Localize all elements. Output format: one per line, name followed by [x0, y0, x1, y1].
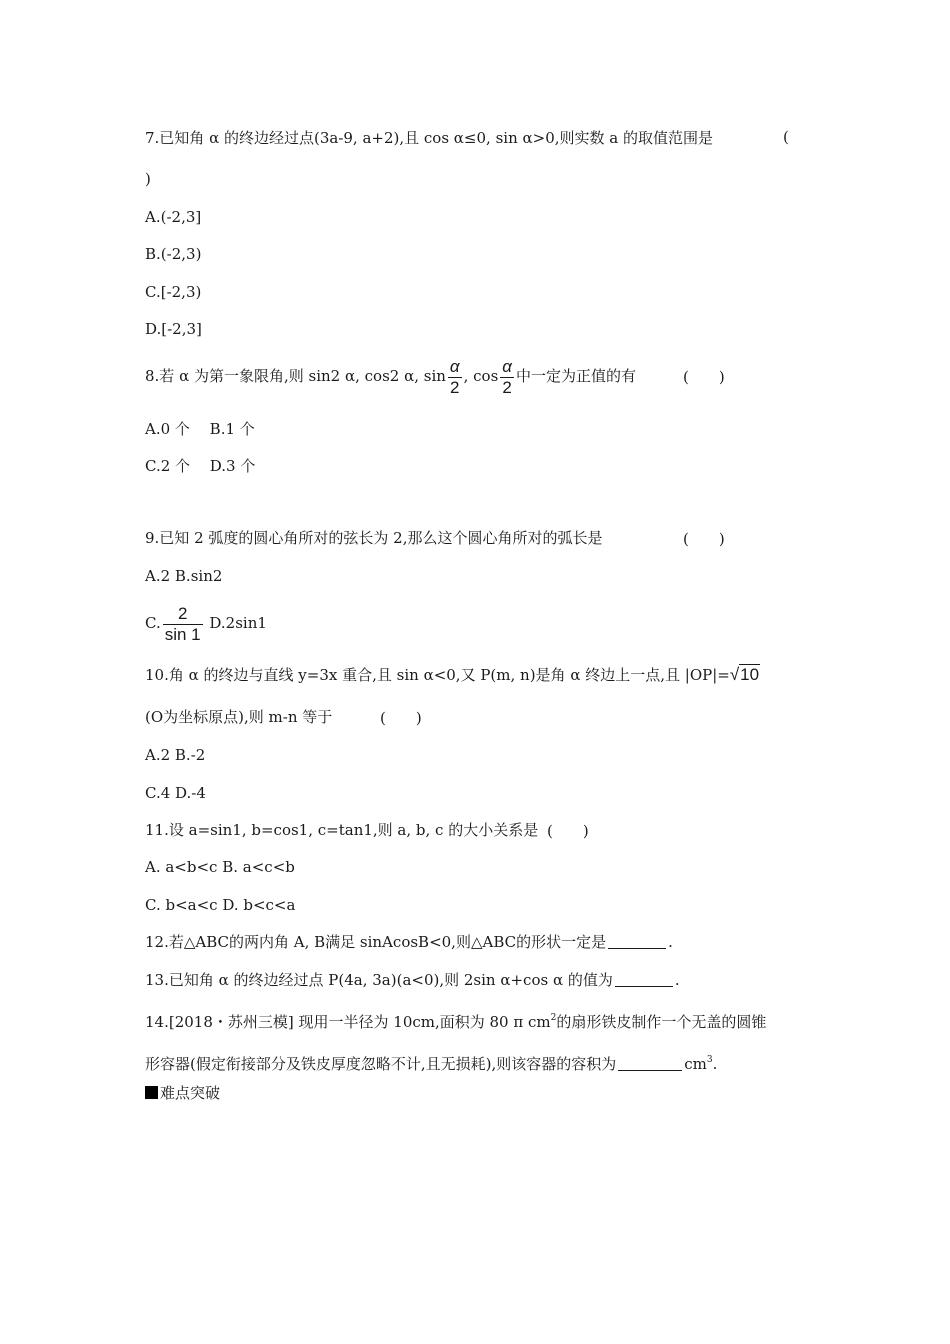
q9-stem: 9.已知 2 弧度的圆心角所对的弦长为 2,那么这个圆心角所对的弧长是 — [145, 529, 603, 547]
q7-option-b: B.(-2,3) — [145, 245, 202, 263]
q8-options-row2: C.2 个 D.3 个 — [145, 457, 256, 475]
section-header — [145, 1083, 220, 1103]
q11-options-row2: C. b<a<c D. b<c<a — [145, 896, 296, 914]
q8-fraction-2-num: α — [502, 356, 512, 376]
q11-paren: ( ) — [547, 822, 589, 840]
q9-option-d: D.2sin1 — [209, 614, 267, 632]
q13-stem-end: . — [674, 971, 680, 989]
q8-fraction-1 — [448, 357, 462, 398]
q9-option-c-fraction — [163, 604, 203, 645]
q14-line2-text: 形容器(假定衔接部分及铁皮厚度忽略不计,且无损耗),则该容器的容积为 — [145, 1055, 617, 1073]
q11-stem: 11.设 a=sin1, b=cos1, c=tan1,则 a, b, c 的大小关系是 — [145, 821, 539, 839]
q9-option-c-den: sin 1 — [164, 624, 201, 644]
q7-option-c: C.[-2,3) — [145, 283, 202, 301]
q14-line1-text: 14.[2018・苏州三模] 现用一半径为 10cm,面积为 80 π cm — [145, 1013, 551, 1031]
q9-options-row1: A.2 B.sin2 — [145, 567, 223, 585]
q10-paren: ( ) — [380, 709, 422, 727]
q8-stem-part2: , cos — [463, 367, 499, 385]
q7-option-a: A.(-2,3] — [145, 208, 202, 226]
q7-stem: 7.已知角 α 的终边经过点(3a-9, a+2),且 cos α≤0, sin α>0,则实数 a 的取值范围是 — [145, 129, 713, 147]
q8-fraction-2-den: 2 — [500, 377, 514, 398]
q9-option-c-label: C. — [145, 614, 161, 632]
q8-stem-part3: 中一定为正值的有 — [516, 367, 637, 385]
q7-paren-right: ) — [145, 170, 151, 188]
q14-stem-line2 — [145, 1050, 717, 1074]
q10-stem-part1: 10.角 α 的终边与直线 y=3x 重合,且 sin α<0,又 P(m, n)是角 α 终边上一点,且 |OP|= — [145, 666, 730, 684]
q10-sqrt: √10 — [729, 665, 760, 684]
q8-fraction-1-den: 2 — [448, 377, 462, 398]
q10-stem-line1 — [145, 665, 760, 685]
q10-options-row1: A.2 B.-2 — [145, 746, 206, 764]
q7-paren-left: ( — [783, 128, 789, 146]
q13-stem — [145, 970, 680, 990]
q8-options-row1: A.0 个 B.1 个 — [145, 420, 255, 438]
q8-fraction-1-num: α — [449, 356, 460, 376]
q14-stem-line1 — [145, 1008, 766, 1032]
q12-answer-blank[interactable] — [608, 934, 666, 949]
q7-option-d: D.[-2,3] — [145, 320, 202, 338]
q8-stem-part1: 8.若 α 为第一象限角,则 sin2 α, cos2 α, sin — [145, 367, 446, 385]
section-title: 难点突破 — [160, 1084, 221, 1102]
q10-stem-line2: (O为坐标原点),则 m-n 等于 — [145, 708, 333, 726]
q8-paren: ( ) — [683, 368, 725, 386]
q11-options-row1: A. a<b<c B. a<c<b — [145, 858, 295, 876]
q8-fraction-2 — [500, 357, 514, 398]
q14-line2-end: . — [712, 1055, 718, 1073]
q9-option-c-num: 2 — [177, 603, 188, 623]
q8-stem — [145, 356, 636, 398]
q12-stem-text: 12.若△ABC的两内角 A, B满足 sinAcosB<0,则△ABC的形状一定是 — [145, 933, 607, 951]
q13-answer-blank[interactable] — [615, 972, 673, 987]
q12-stem — [145, 932, 673, 952]
q9-paren: ( ) — [683, 530, 725, 548]
q13-stem-text: 13.已知角 α 的终边经过点 P(4a, 3a)(a<0),则 2sin α+cos α 的值为 — [145, 971, 613, 989]
q14-answer-blank[interactable] — [618, 1056, 682, 1071]
q10-sqrt-radicand: 10 — [740, 665, 760, 684]
q9-options-row2 — [145, 601, 267, 645]
q12-stem-end: . — [668, 933, 673, 951]
q14-line2-superscript: 3 — [706, 1055, 713, 1065]
q10-options-row2: C.4 D.-4 — [145, 784, 206, 802]
q14-line2-unit: cm — [684, 1055, 707, 1073]
black-square-icon — [145, 1086, 158, 1099]
q14-line1-superscript: 2 — [550, 1013, 557, 1023]
q14-line1-text-end: 的扇形铁皮制作一个无盖的圆锥 — [556, 1013, 767, 1031]
